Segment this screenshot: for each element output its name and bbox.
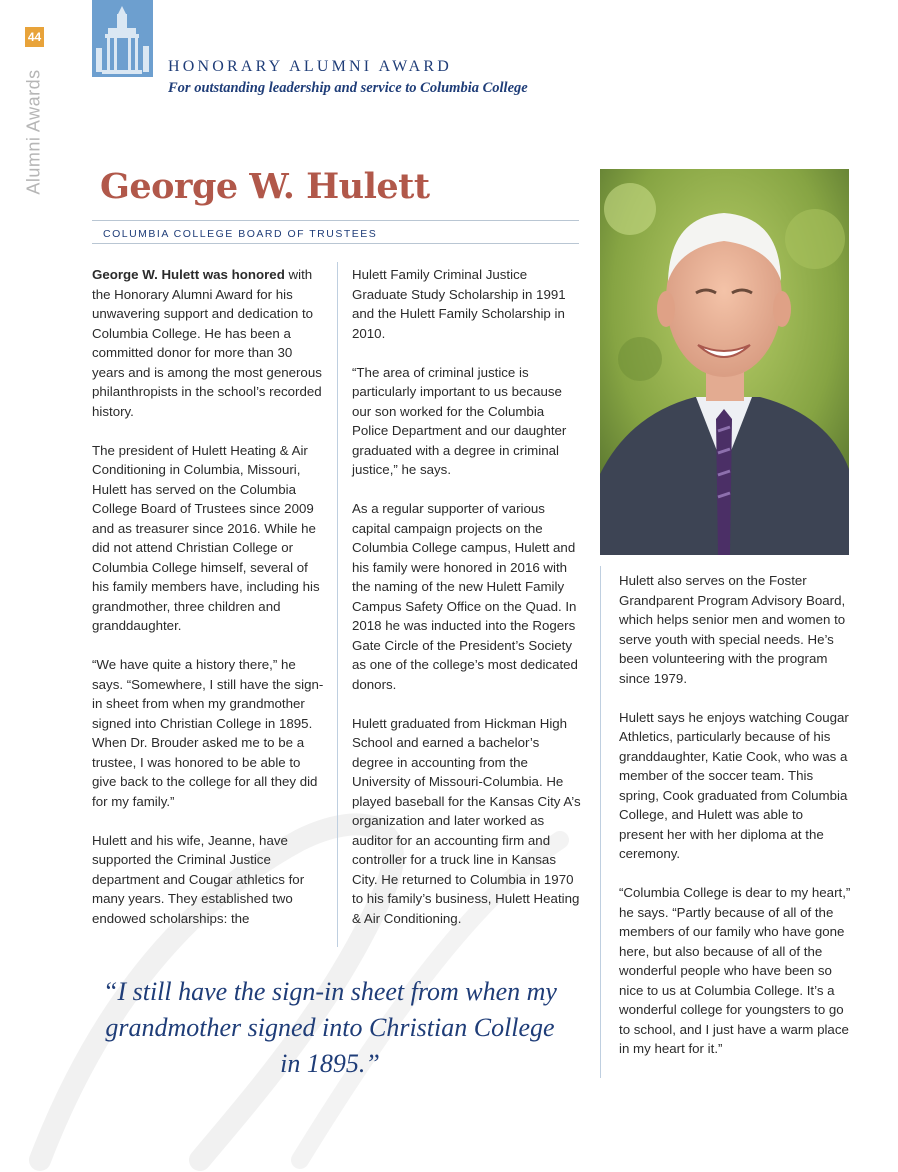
college-logo [92, 0, 153, 77]
building-columns-icon [92, 0, 153, 77]
article-column-3 [619, 571, 851, 1078]
award-title: HONORARY ALUMNI AWARD [168, 58, 453, 75]
divider-top [92, 220, 579, 221]
paragraph: Hulett graduated from Hickman High School and earned a bachelor’s degree in accounting from the University of Missouri-Columbia. He played baseball for the Kansas City A’s organization and later worked as auditor for an accounting firm and controller for a truck line in Kansas City. He returned to Columbia in 1970 to his family’s business, Hulett Heating & Air Conditioning. [352, 715, 581, 926]
paragraph [92, 265, 324, 421]
paragraph: Hulett Family Criminal Justice Graduate Study Scholarship in 1991 and the Hulett Family Scholarship in 2010. [352, 267, 566, 341]
paragraph: “The area of criminal justice is particularly important to us because our son worked for the Columbia Police Department and our daughter graduated with a degree in criminal justice,” he says. [352, 364, 567, 477]
article-column-2 [352, 265, 584, 948]
paragraph: “Columbia College is dear to my heart,” he says. “Partly because of all of the members of our family who have gone here, but also because of all of the wonderful people who have been so nice to us at Columbia College. It’s a wonderful college for youngsters to go to school, and I just have a warm place in my heart for it.” [619, 885, 851, 1056]
section-label [20, 62, 48, 202]
paragraph: Hulett and his wife, Jeanne, have supported the Criminal Justice department and Cougar athletics for many years. They established two endowed scholarships: the [92, 832, 305, 926]
honoree-role: COLUMBIA COLLEGE BOARD OF TRUSTEES [103, 228, 378, 240]
paragraph: As a regular supporter of various capital campaign projects on the Columbia College campus, Hulett and his family were honored in 2016 with the naming of the new Hulett Family Campus Safety Office on the Quad. In 2018 he was inducted into the Rogers Gate Circle of the President’s Society as one of the college’s most dedicated donors. [352, 501, 578, 692]
divider-bottom [92, 243, 579, 244]
paragraph: Hulett also serves on the Foster Grandparent Program Advisory Board, which helps senior men and women to serve youth with special needs. He’s been volunteering with the program since 1979. [619, 573, 846, 686]
column-divider [600, 566, 601, 1078]
lead-in: George W. Hulett was honored [92, 267, 285, 282]
honoree-portrait [600, 169, 849, 555]
article-column-1 [92, 265, 324, 948]
pull-quote: “I still have the sign-in sheet from when my grandmother signed into Christian College in 1895.” [103, 977, 557, 1078]
award-subtitle: For outstanding leadership and service to Columbia College [168, 80, 528, 96]
paragraph: The president of Hulett Heating & Air Conditioning in Columbia, Missouri, Hulett has served on the Columbia College Board of Trustees since 2009 and as treasurer since 2016. While he did not attend Christian College or Columbia College himself, several of his family members have, including his grandmother, three children and granddaughter. [92, 442, 320, 633]
column-divider [337, 262, 338, 947]
paragraph: “We have quite a history there,” he says. “Somewhere, I still have the sign-in sheet from when my grandmother signed into Christian College in 1895. When Dr. Brouder asked me to be a trustee, I was honored to be able to give back to the college for all they did for my family.” [92, 657, 324, 809]
section-label-text: Alumni Awards [23, 69, 44, 195]
honoree-name: George W. Hulett [100, 166, 430, 207]
paragraph-text: with the Honorary Alumni Award for his unwavering support and dedication to Columbia College. He has been a committed donor for more than 30 years and is among the most generous philanthropists in the school’s recorded history. [92, 267, 322, 419]
paragraph: Hulett says he enjoys watching Cougar Athletics, particularly because of his granddaughter, Katie Cook, who was a member of the soccer team. This spring, Cook graduated from Columbia College, and Hulett was able to present her with her diploma at the ceremony. [619, 709, 849, 861]
page-number: 44 [25, 27, 44, 47]
